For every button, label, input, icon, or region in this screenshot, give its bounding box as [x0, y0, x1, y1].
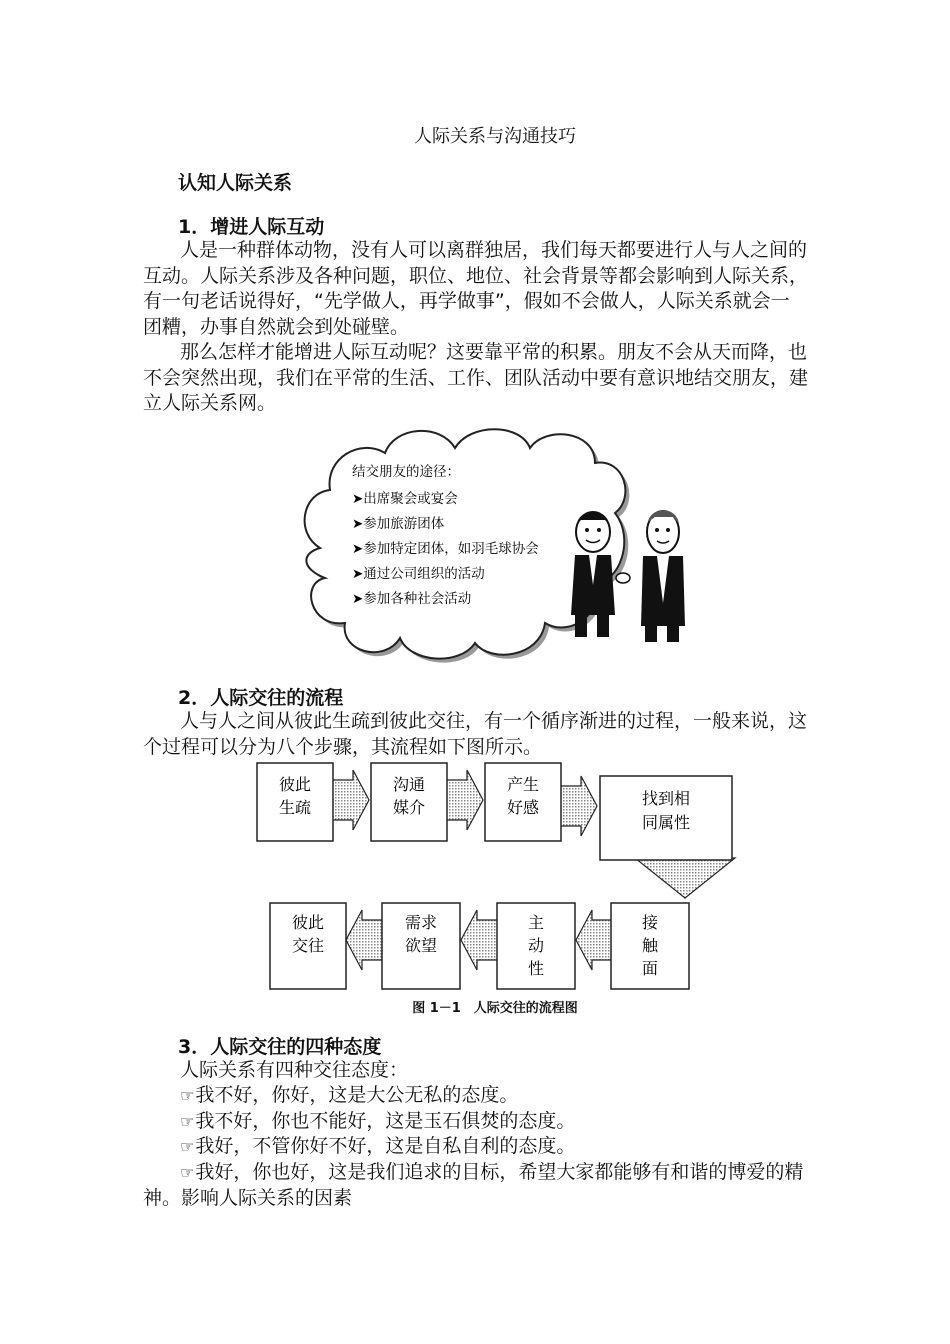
svg-text:面: 面 [641, 959, 659, 978]
flow-step-box [382, 903, 460, 989]
attitude-item [180, 1134, 575, 1160]
svg-text:欲望: 欲望 [404, 936, 438, 955]
cloud-item: ➤参加旅游团体 [352, 516, 445, 532]
pointing-hand-icon: ☞ [180, 1137, 195, 1156]
flow-arrow-right [444, 770, 483, 830]
attitude-text: 我好，你也好，这是我们追求的目标，希望大家都能够有和谐的博爱的精神。影响人际关系的因素 [143, 1161, 804, 1209]
heading-increase-interaction: 1．增进人际互动 [178, 216, 325, 238]
attitude-text: 我不好，你也不能好，这是玉石俱焚的态度。 [195, 1110, 576, 1132]
svg-text:彼此: 彼此 [291, 913, 325, 932]
pointing-hand-icon: ☞ [180, 1112, 195, 1131]
svg-text:好感: 好感 [506, 798, 540, 817]
pointing-hand-icon: ☞ [180, 1086, 195, 1105]
flow-arrow-right [330, 770, 369, 830]
svg-text:性: 性 [527, 959, 545, 978]
flow-arrow-right [558, 776, 597, 836]
cloud-item: ➤出席聚会或宴会 [352, 491, 458, 507]
svg-text:交往: 交往 [291, 936, 325, 955]
svg-text:动: 动 [527, 936, 545, 955]
document-title: 人际关系与沟通技巧 [414, 126, 576, 147]
svg-text:产生: 产生 [506, 775, 540, 794]
svg-text:接: 接 [641, 913, 659, 932]
flow-step-box [270, 903, 346, 989]
attitude-text: 我好，不管你好不好，这是自私自利的态度。 [195, 1135, 576, 1157]
svg-text:需求: 需求 [404, 913, 438, 932]
attitude-item [180, 1109, 575, 1135]
flow-step-box [485, 763, 561, 841]
flow-arrow-left [346, 910, 385, 970]
flow-step-box [257, 763, 333, 841]
flowchart-caption: 图 1－1 人际交往的流程图 [412, 1001, 578, 1016]
pointing-hand-icon: ☞ [180, 1163, 195, 1182]
attitude-text: 我不好，你好，这是大公无私的态度。 [195, 1084, 519, 1106]
svg-text:同属性: 同属性 [641, 813, 691, 832]
flow-arrow-down [635, 858, 735, 898]
paragraph-flow: 人与人之间从彼此生疏到彼此交往，有一个循序渐进的过程，一般来说，这个过程可以分为八个步骤，其流程如下图所示。 [143, 710, 808, 758]
cartoon-man-right [641, 510, 685, 642]
svg-text:主: 主 [527, 913, 545, 932]
svg-text:媒介: 媒介 [392, 798, 426, 817]
svg-text:彼此: 彼此 [278, 775, 312, 794]
flow-arrow-left [461, 910, 500, 970]
attitude-item [180, 1083, 518, 1109]
heading-interaction-flow: 2．人际交往的流程 [178, 687, 344, 709]
svg-text:生疏: 生疏 [278, 798, 312, 817]
heading-four-attitudes: 3．人际交往的四种态度 [178, 1036, 382, 1058]
section-heading: 认知人际关系 [178, 172, 293, 194]
svg-text:找到相: 找到相 [641, 789, 691, 808]
make-friends-cloud-illustration [290, 418, 710, 666]
cloud-item: ➤参加特定团体，如羽毛球协会 [352, 541, 539, 557]
attitude-item [143, 1160, 808, 1211]
interaction-flowchart [245, 758, 745, 996]
svg-text:触: 触 [641, 936, 659, 955]
flow-step-box [497, 903, 575, 989]
flow-step-box [600, 776, 732, 860]
flow-step-box [371, 763, 447, 841]
svg-text:沟通: 沟通 [392, 775, 426, 794]
attitudes-intro: 人际关系有四种交往态度： [180, 1059, 409, 1081]
cloud-item: ➤参加各种社会活动 [352, 591, 472, 607]
paragraph-interaction-1: 人是一种群体动物，没有人可以离群独居，我们每天都要进行人与人之间的互动。人际关系涉及各种问题，职位、地位、社会背景等都会影响到人际关系，有一句老话说得好，“先学做人，再学做事”，假如不会做人，人际关系就会一团糟，办事自然就会到处碰壁。 [143, 239, 809, 338]
cloud-item: ➤通过公司组织的活动 [352, 566, 485, 582]
flow-step-box [611, 903, 689, 989]
flow-arrow-left [576, 910, 615, 970]
cloud-title: 结交朋友的途径： [352, 464, 460, 480]
paragraph-interaction-2: 那么怎样才能增进人际互动呢？这要靠平常的积累。朋友不会从天而降，也不会突然出现，我们在平常的生活、工作、团队活动中要有意识地结交朋友，建立人际关系网。 [143, 341, 809, 414]
